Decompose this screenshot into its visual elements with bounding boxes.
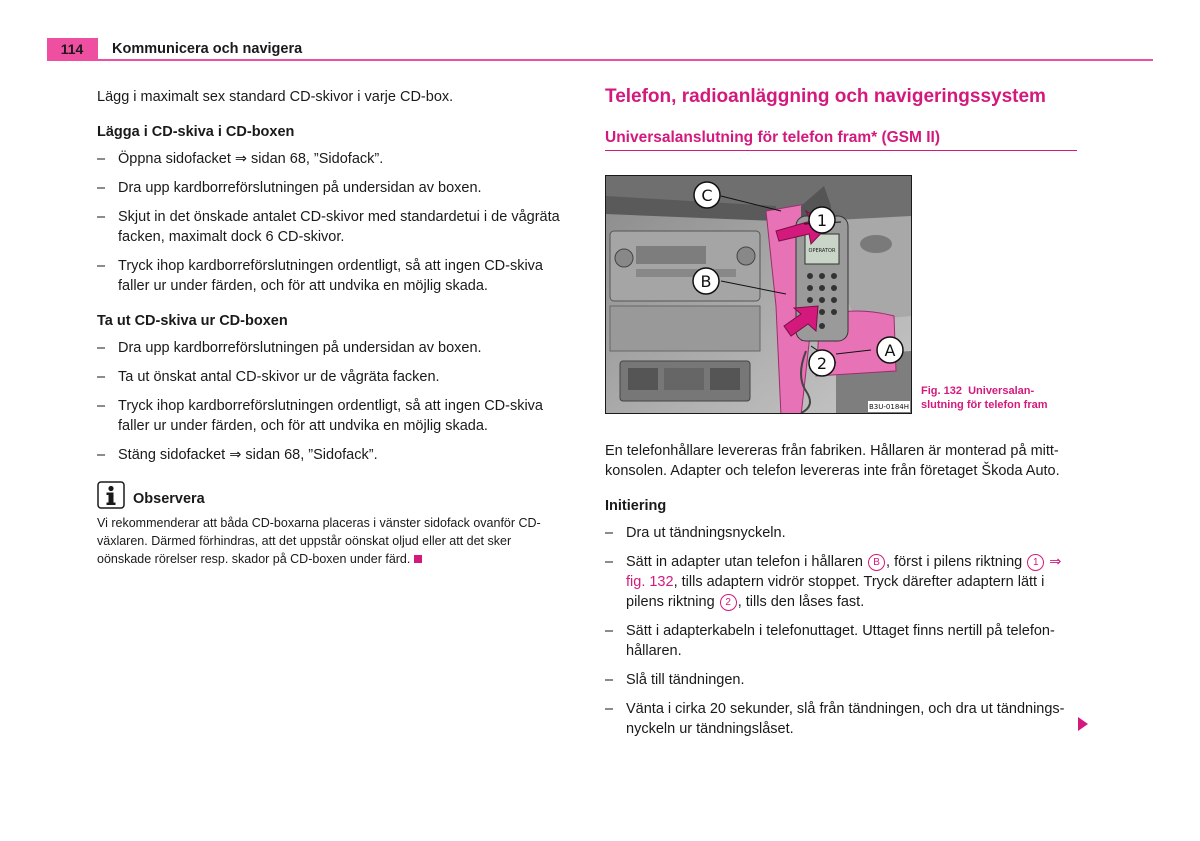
svg-text:OPERATOR: OPERATOR bbox=[808, 248, 836, 254]
info-icon bbox=[97, 481, 125, 509]
init-heading: Initiering bbox=[605, 498, 667, 514]
header-rule bbox=[47, 59, 1153, 61]
list-item: – Stäng sidofacket ⇒ sidan 68, ”Sidofack”. bbox=[97, 447, 378, 463]
list-item: – Tryck ihop kardborreförslutningen ordentligt, så att ingen CD-skiva faller ur under färden, och för att undvika en möjlig skada. bbox=[97, 258, 543, 294]
list-item: – Ta ut önskat antal CD-skivor ur de vågräta facken. bbox=[97, 369, 440, 385]
list-item: – Slå till tändningen. bbox=[605, 672, 745, 688]
note-text: Vi rekommenderar att båda CD-boxarna placeras i vänster sidofack ovanför CD-växlaren. Därmed förhindras, att det uppstår oönskat oljud eller att det sker oönskade rörelser resp. skador på CD-boxen under färd. bbox=[97, 516, 541, 566]
figure-illustration bbox=[606, 176, 911, 413]
list-item: – Sätt i adapterkabeln i telefonuttaget. Uttaget finns nertill på telefon-hållaren. bbox=[605, 623, 1055, 659]
subtitle-rule bbox=[605, 150, 1077, 151]
ref-b-badge: B bbox=[868, 554, 885, 571]
callout-c: C bbox=[701, 186, 713, 205]
note-title: Observera bbox=[133, 491, 205, 507]
callout-b: B bbox=[700, 272, 712, 291]
intro-paragraph: En telefonhållare levereras från fabriken. Hållaren är monterad på mitt-konsolen. Adapter och telefon levereras inte från företaget Škoda Auto. bbox=[605, 443, 1060, 479]
list-item: – Vänta i cirka 20 sekunder, slå från tändningen, och dra ut tändnings-nyckeln ur tändningslåset. bbox=[605, 701, 1065, 737]
callout-a: A bbox=[884, 341, 896, 360]
list-item: – Sätt in adapter utan telefon i hållaren B , först i pilens riktning 1 ⇒ fig. 132, tills adaptern vidrör stoppet. Tryck därefter adaptern lätt i pilens riktning 2 , tills den låses fast. bbox=[605, 554, 1062, 610]
figure-phone-holder bbox=[605, 175, 912, 414]
section-subtitle: Universalanslutning för telefon fram* (GSM II) bbox=[605, 129, 941, 146]
section-title: Telefon, radioanläggning och navigeringssystem bbox=[605, 86, 1046, 107]
list-item: – Dra upp kardborreförslutningen på undersidan av boxen. bbox=[97, 340, 482, 356]
ref-1-badge: 1 bbox=[1027, 554, 1044, 571]
next-page-arrow-icon[interactable] bbox=[1078, 717, 1088, 731]
ref-2-badge: 2 bbox=[720, 594, 737, 611]
header-title: Kommunicera och navigera bbox=[112, 41, 303, 57]
list-item: – Tryck ihop kardborreförslutningen ordentligt, så att ingen CD-skiva faller ur under färden, och för att undvika en möjlig skada. bbox=[97, 398, 543, 434]
list-item: – Skjut in det önskade antalet CD-skivor med standardetui i de vågräta facken, maximalt dock 6 CD-skivor. bbox=[97, 209, 560, 245]
list-item: – Dra upp kardborreförslutningen på undersidan av boxen. bbox=[97, 180, 482, 196]
end-marker bbox=[414, 555, 422, 563]
figure-code: B3U-0184H bbox=[869, 403, 909, 411]
list-item: – Öppna sidofacket ⇒ sidan 68, ”Sidofack”. bbox=[97, 151, 384, 167]
section2-heading: Ta ut CD-skiva ur CD-boxen bbox=[97, 313, 288, 329]
callout-2: 2 bbox=[816, 354, 828, 373]
page-number: 114 bbox=[47, 38, 97, 60]
list-item: – Dra ut tändningsnyckeln. bbox=[605, 525, 786, 541]
figure-caption: Fig. 132 Universalan-slutning för telefon fram bbox=[921, 385, 1048, 411]
callout-1: 1 bbox=[816, 211, 828, 230]
figure-link[interactable]: ⇒ fig. 132 bbox=[626, 554, 1062, 590]
section1-heading: Lägga i CD-skiva i CD-boxen bbox=[97, 124, 295, 140]
left-column bbox=[97, 87, 567, 465]
header-divider bbox=[97, 38, 98, 61]
right-column bbox=[605, 441, 1077, 739]
intro-text: Lägg i maximalt sex standard CD-skivor i varje CD-box. bbox=[97, 89, 454, 105]
